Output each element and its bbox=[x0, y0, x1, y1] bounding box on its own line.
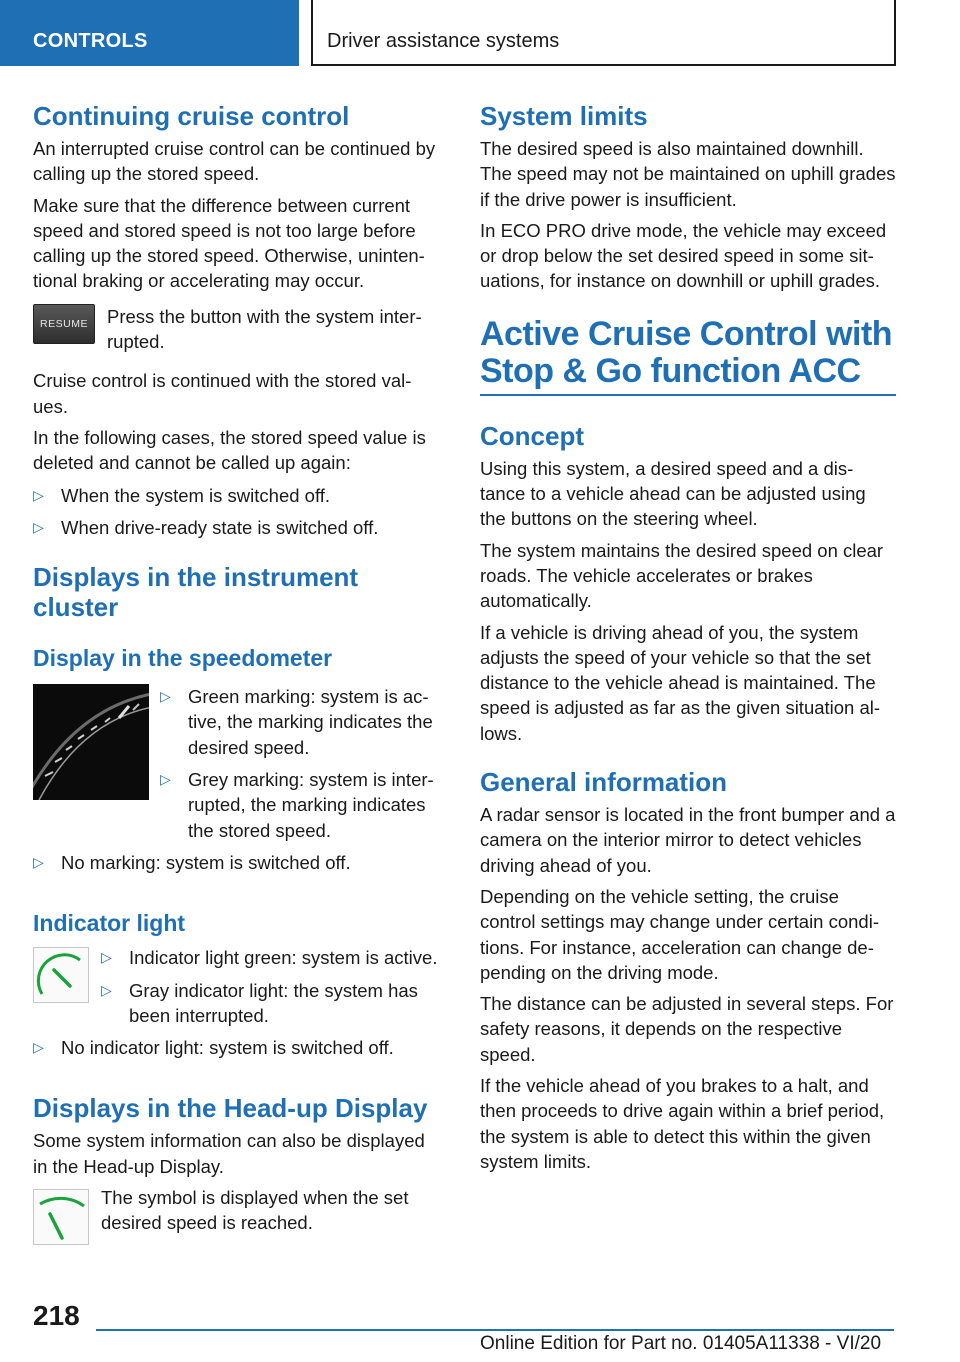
general-p1: A radar sensor is located in the front bumper and a camera on the interior mirror to detect vehicles driving ahead of you. bbox=[480, 804, 896, 876]
concept-p1: Using this system, a desired speed and a dis-tance to a vehicle ahead can be adjusted using the buttons on the steering wheel. bbox=[480, 457, 866, 530]
bullet-triangle-icon: ▷ bbox=[33, 1039, 44, 1056]
list-item: ▷ Green marking: system is ac-tive, the marking indicates the desired speed. bbox=[160, 684, 441, 760]
indicator-row bbox=[33, 947, 441, 1028]
edition-note: Online Edition for Part no. 01405A11338 - VI/20 bbox=[480, 1333, 882, 1354]
heading-rule bbox=[480, 394, 896, 396]
cruise-indicator-icon bbox=[33, 947, 89, 1003]
concept-p2: The system maintains the desired speed on clear roads. The vehicle accelerates or brakes automatically. bbox=[480, 539, 884, 612]
bullet-triangle-icon: ▷ bbox=[101, 981, 112, 998]
bullet-triangle-icon: ▷ bbox=[33, 853, 44, 870]
page-number: 218 bbox=[33, 1300, 80, 1331]
speedo-row bbox=[33, 684, 441, 843]
resume-row bbox=[33, 304, 441, 355]
section-tab bbox=[0, 0, 299, 66]
acc-heading-line2: Stop & Go function ACC bbox=[480, 351, 861, 390]
left-column bbox=[33, 100, 441, 1245]
footer-rule bbox=[96, 1329, 894, 1331]
list-item: ▷ When the system is switched off. bbox=[33, 483, 441, 508]
continuing-p4: In the following cases, the stored speed value is deleted and cannot be called up again: bbox=[33, 426, 426, 474]
limits-heading: System limits bbox=[480, 101, 648, 131]
general-p3: The distance can be adjusted in several steps. For safety reasons, it depends on the respective speed. bbox=[480, 993, 894, 1065]
section-title: CONTROLS bbox=[33, 30, 148, 52]
hud-heading: Displays in the Head-up Display bbox=[33, 1093, 428, 1124]
hud-speed-reached-icon bbox=[33, 1189, 89, 1245]
resume-description: Press the button with the system inter-rupted. bbox=[107, 305, 422, 353]
general-p4: If the vehicle ahead of you brakes to a halt, and then proceeds to drive again within a brief period, the system is able to detect this within the given system limits. bbox=[480, 1075, 885, 1172]
list-item: ▷ No indicator light: system is switched off. bbox=[33, 1035, 441, 1060]
chapter-title: Driver assistance systems bbox=[327, 30, 560, 52]
resume-button-icon bbox=[33, 304, 95, 344]
continuing-p3: Cruise control is continued with the stored val-ues. bbox=[33, 370, 412, 417]
continuing-p1: An interrupted cruise control can be continued by calling up the stored speed. bbox=[33, 138, 436, 185]
list-item: ▷ When drive-ready state is switched off. bbox=[33, 515, 441, 540]
speedo-subheading: Display in the speedometer bbox=[33, 645, 333, 672]
indicator-subheading: Indicator light bbox=[33, 910, 186, 937]
acc-heading-line1: Active Cruise Control with bbox=[480, 314, 893, 353]
speedo-bullets bbox=[160, 684, 441, 843]
concept-p3: If a vehicle is driving ahead of you, the system adjusts the speed of your vehicle so that the set distance to the vehicle ahead is maintained. The speed is adjusted as far as the given situation al-lows. bbox=[480, 621, 881, 744]
bullet-triangle-icon: ▷ bbox=[160, 771, 171, 788]
hud-icon-description: The symbol is displayed when the set desired speed is reached. bbox=[101, 1187, 409, 1234]
list-item: ▷ Grey marking: system is inter-rupted, the marking indicates the stored speed. bbox=[160, 767, 441, 843]
general-heading: General information bbox=[480, 767, 728, 798]
continuing-heading: Continuing cruise control bbox=[33, 101, 350, 131]
cluster-heading: Displays in the instrument cluster bbox=[33, 562, 359, 623]
acc-heading bbox=[480, 316, 896, 390]
list-item: ▷ Indicator light green: system is active. bbox=[101, 945, 441, 970]
chapter-tab bbox=[311, 0, 896, 66]
right-column bbox=[480, 100, 896, 1174]
bullet-triangle-icon: ▷ bbox=[33, 518, 44, 535]
speedometer-image bbox=[33, 684, 149, 800]
list-item: ▷ No marking: system is switched off. bbox=[33, 850, 441, 875]
bullet-triangle-icon: ▷ bbox=[101, 949, 112, 966]
list-item: ▷ Gray indicator light: the system has been interrupted. bbox=[101, 978, 441, 1029]
continuing-p2: Make sure that the difference between current speed and stored speed is not too large before calling up the stored speed. Otherwise, uninten-tional braking or accelerating may occur. bbox=[33, 194, 425, 292]
bullet-triangle-icon: ▷ bbox=[160, 688, 171, 705]
bullet-triangle-icon: ▷ bbox=[33, 486, 44, 503]
resume-button-label: RESUME bbox=[40, 317, 88, 330]
limits-p1: The desired speed is also maintained downhill. The speed may not be maintained on uphill grades if the drive power is insufficient. bbox=[480, 138, 896, 210]
general-p2: Depending on the vehicle setting, the cruise control settings may change under certain condi-tions. For instance, acceleration can change de-pending on the driving mode. bbox=[480, 885, 879, 983]
indicator-bullets bbox=[101, 947, 441, 1028]
hud-row bbox=[33, 1189, 441, 1245]
concept-heading: Concept bbox=[480, 420, 584, 451]
limits-p2: In ECO PRO drive mode, the vehicle may exceed or drop below the set desired speed in some sit-uations, for instance on downhill or uphill grades. bbox=[480, 219, 887, 292]
hud-p1: Some system information can also be displayed in the Head-up Display. bbox=[33, 1130, 425, 1177]
